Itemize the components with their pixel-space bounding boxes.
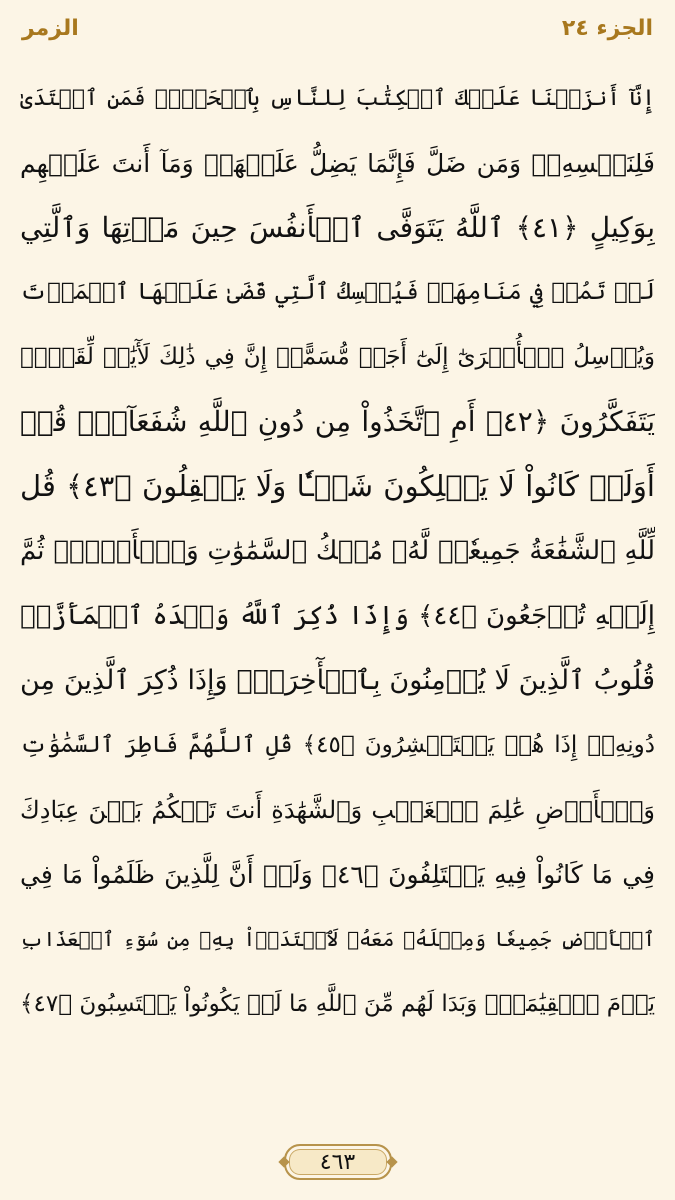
text-line-content: فَلِنَفۡسِهِۦۖ وَمَن ضَلَّ فَإِنَّمَا يَضِلُّ عَلَيۡهَاۖ وَمَآ أَنتَ عَلَيۡهِم xyxy=(20,148,655,178)
text-line-content: بِوَكِيلٍ ﴿٤١﴾ ٱللَّهُ يَتَوَفَّى ٱلۡأَنفُسَ حِينَ مَوۡتِهَا وَٱلَّتِي xyxy=(20,211,655,245)
text-line-content: إِنَّآ أَنزَلۡنَا عَلَيۡكَ ٱلۡكِتَٰبَ لِلنَّاسِ بِٱلۡحَقِّۖ فَمَنِ ٱهۡتَدَىٰ xyxy=(20,85,655,111)
text-line xyxy=(20,454,655,519)
text-line xyxy=(20,648,655,713)
text-line-content: فِي مَا كَانُواْ فِيهِ يَخۡتَلِفُونَ ﴿٤٦﴾ وَلَوۡ أَنَّ لِلَّذِينَ ظَلَمُواْ مَا فِي xyxy=(20,860,655,890)
text-line xyxy=(20,66,655,131)
page-number: ٤٦٣ xyxy=(319,1149,356,1175)
text-line-content: إِلَيۡهِ تُرۡجَعُونَ ﴿٤٤﴾ وَإِذَا ذُكِرَ ٱللَّهُ وَحۡدَهُ ٱشۡمَأَزَّتۡ xyxy=(20,600,655,631)
text-line xyxy=(20,842,655,907)
text-line-content: وَيُرۡسِلُ ٱلۡأُخۡرَىٰٓ إِلَىٰٓ أَجَلٖ مُّسَمًّىۚ إِنَّ فِي ذَٰلِكَ لَأٓيَٰتٖ لِّقَوۡمٖ xyxy=(20,344,655,371)
text-line-content: دُونِهِۦٓ إِذَا هُمۡ يَسۡتَبۡشِرُونَ ﴿٤٥﴾ قُلِ ٱللَّهُمَّ فَاطِرَ ٱلسَّمَٰوَٰتِ xyxy=(20,732,655,759)
text-line xyxy=(20,260,655,325)
juz-label: الجزء ٢٤ xyxy=(561,16,653,41)
badge-ornament-icon xyxy=(386,1156,397,1167)
text-line-content: وَٱلۡأَرۡضِ عَٰلِمَ ٱلۡغَيۡبِ وَٱلشَّهَٰدَةِ أَنتَ تَحۡكُمُ بَيۡنَ عِبَادِكَ xyxy=(20,795,655,824)
text-line xyxy=(20,907,655,972)
text-line xyxy=(20,195,655,260)
text-line xyxy=(20,972,655,1037)
text-line xyxy=(20,131,655,196)
surah-name: الزمر xyxy=(22,16,79,41)
text-line-content: لِّلَّهِ ٱلشَّفَٰعَةُ جَمِيعٗاۖ لَّهُۥ مُلۡكُ ٱلسَّمَٰوَٰتِ وَٱلۡأَرۡضِۖ ثُمَّ xyxy=(20,536,655,567)
text-line-content: ٱلۡأَرۡضِ جَمِيعٗا وَمِثۡلَهُۥ مَعَهُۥ لَٱفۡتَدَوۡاْ بِهِۦ مِن سُوٓءِ ٱلۡعَذَابِ xyxy=(20,927,655,952)
text-line-content: يَتَفَكَّرُونَ ﴿٤٢﴾ أَمِ ٱتَّخَذُواْ مِن دُونِ ٱللَّهِ شُفَعَآءَۚ قُلۡ xyxy=(20,405,655,439)
badge-ornament-icon xyxy=(278,1156,289,1167)
page-header xyxy=(0,14,675,54)
text-line-content: يَوۡمَ ٱلۡقِيَٰمَةِۚ وَبَدَا لَهُم مِّنَ ٱللَّهِ مَا لَمۡ يَكُونُواْ يَحۡتَسِبُونَ ﴿٤٧﴾ xyxy=(20,990,655,1017)
text-line xyxy=(20,389,655,454)
text-line-content: أَوَلَوۡ كَانُواْ لَا يَمۡلِكُونَ شَيۡـٔٗا وَلَا يَعۡقِلُونَ ﴿٤٣﴾ قُل xyxy=(20,469,655,504)
text-line xyxy=(20,778,655,843)
quran-text-block xyxy=(20,66,655,1036)
page-number-badge xyxy=(284,1144,392,1180)
text-line xyxy=(20,584,655,649)
text-line xyxy=(20,519,655,584)
text-line xyxy=(20,325,655,390)
text-line xyxy=(20,713,655,778)
text-line-content: لَمۡ تَمُتۡ فِي مَنَامِهَاۖ فَيُمۡسِكُ ٱلَّتِي قَضَىٰ عَلَيۡهَا ٱلۡمَوۡتَ xyxy=(20,279,655,306)
text-line-content: قُلُوبُ ٱلَّذِينَ لَا يُؤۡمِنُونَ بِٱلۡأٓخِرَةِۖ وَإِذَا ذُكِرَ ٱلَّذِينَ مِن xyxy=(20,665,655,697)
page-footer xyxy=(0,1142,675,1182)
